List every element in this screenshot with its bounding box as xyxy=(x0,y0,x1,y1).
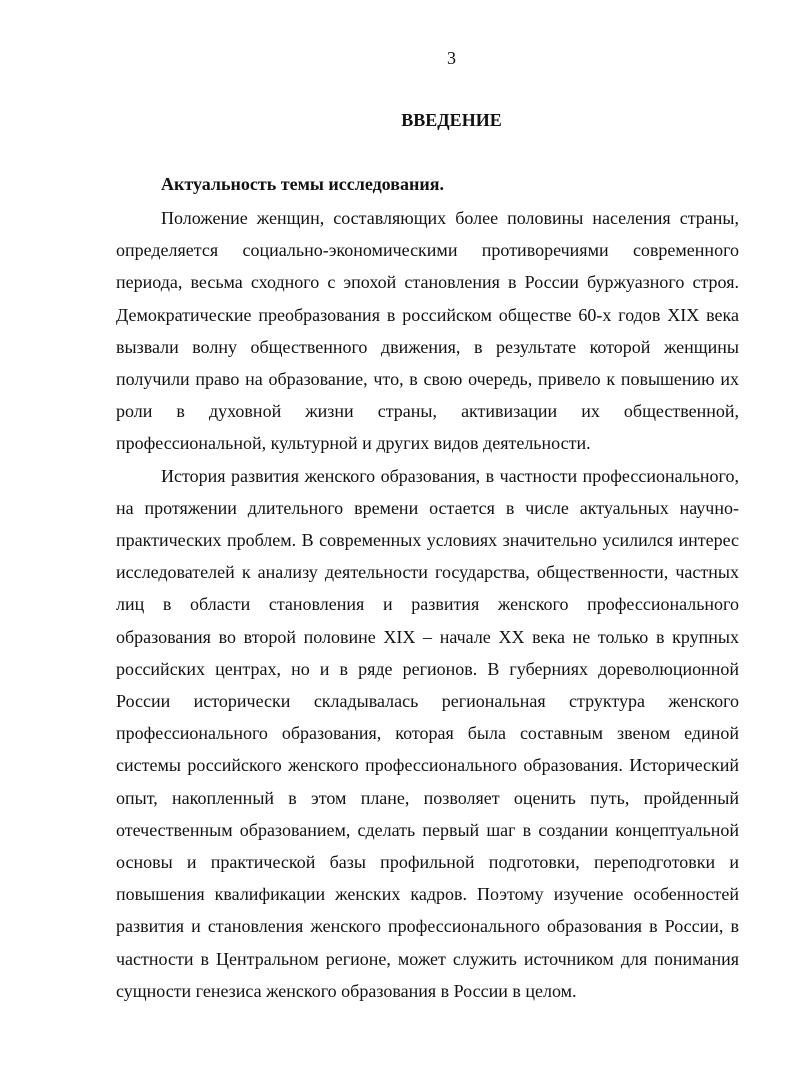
subsection-heading: Актуальность темы исследования. xyxy=(161,174,444,194)
page-number: 3 xyxy=(447,48,456,68)
paragraph-1: Положение женщин, составляющих более половины населения страны, определяется социально-экономическими противоречиями современного периода, весьма сходного с эпохой становления в России буржуазного строя. Демократические преобразования в российском обществе 60-х годов XIX века вызвали волну общественного движения, в результате которой женщины получили право на образование, что, в свою очередь, привело к повышению их роли в духовной жизни страны, активизации их общественной, профессиональной, культурной и других видов деятельности. xyxy=(116,208,739,454)
section-heading: ВВЕДЕНИЕ xyxy=(401,110,502,130)
body-text xyxy=(116,202,739,1007)
paragraph-2: История развития женского образования, в частности профессионального, на протяжении длительного времени остается в числе актуальных научно-практических проблем. В современных условиях значительно усилился интерес исследователей к анализу деятельности государства, общественности, частных лиц в области становления и развития женского профессионального образования во второй половине XIX – начале XX века не только в крупных российских центрах, но и в ряде регионов. В губерниях дореволюционной России исторически складывалась региональная структура женского профессионального образования, которая была составным звеном единой системы российского женского профессионального образования. Исторический опыт, накопленный в этом плане, позволяет оценить путь, пройденный отечественным образованием, сделать первый шаг в создании концептуальной основы и практической базы профильной подготовки, переподготовки и повышения квалификации женских кадров. Поэтому изучение особенностей развития и становления женского профессионального образования в России, в частности в Центральном регионе, может служить источником для понимания сущности генезиса женского образования в России в целом. xyxy=(116,465,739,1001)
